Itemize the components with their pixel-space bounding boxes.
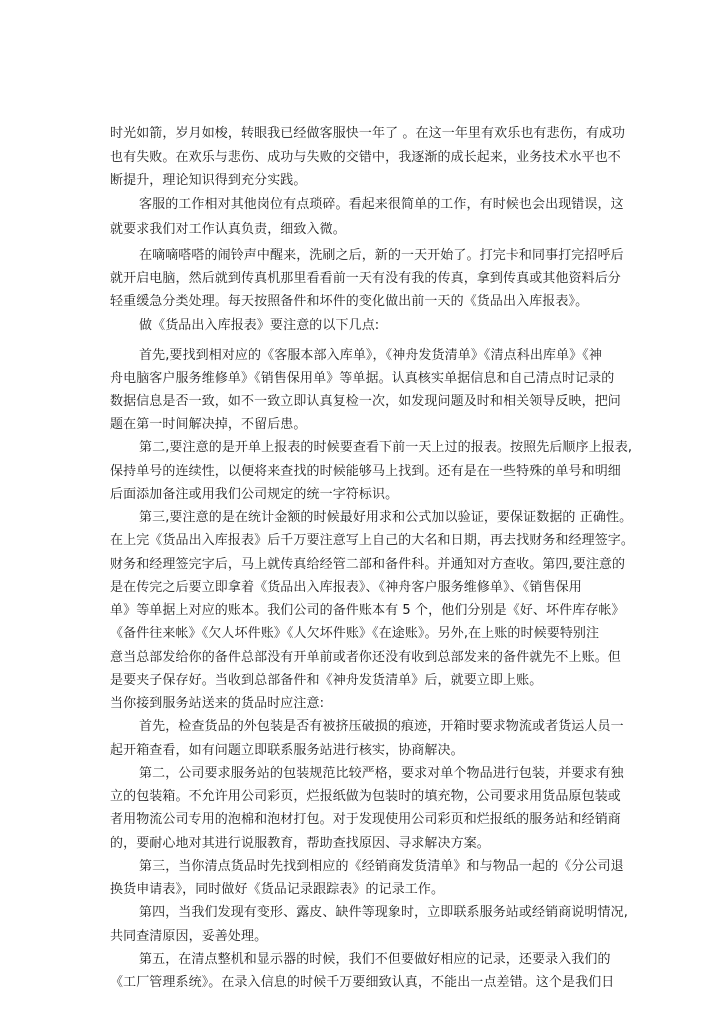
text-line: 数据信息是否一致，如不一致立即认真复检一次，如发现问题及时和相关领导反映，把问	[110, 394, 621, 409]
text-line: 《工厂管理系统》。在录入信息的时候千万要细致认真，不能出一点差错。这个是我们日	[110, 975, 615, 990]
text-line: 首先，检查货品的外包装是否有被挤压破损的痕迹，开箱时要求物流或者货运人员一	[139, 719, 624, 734]
text-line: 第二,要注意的是开单上报表的时候要查看下前一天上过的报表。按照先后顺序上报表,	[139, 440, 633, 455]
text-line: 首先,要找到相对应的《客服本部入库单》，《神舟发货清单》《清点科出库单》《神	[139, 348, 602, 363]
text-line: 第三,要注意的是在统计金额的时候最好用求和公式加以验证，要保证数据的 正确性。	[139, 510, 633, 525]
text-line: 共同查清原因，妥善处理。	[110, 929, 268, 944]
text-line: 者用物流公司专用的泡棉和泡材打包。对于发现使用公司彩页和烂报纸的服务站和经销商	[110, 812, 621, 827]
text-line: 当你接到服务站送来的货品时应注意:	[110, 696, 325, 711]
text-line: 客服的工作相对其他岗位有点琐碎。看起来很简单的工作，有时候也会出现错误，这	[139, 197, 624, 212]
text-line: 第二，公司要求服务站的包装规范比较严格，要求对单个物品进行包装，并要求有独	[139, 766, 624, 781]
text-line: 换货申请表》，同时做好《货品记录跟踪表》的记录工作。	[110, 882, 445, 897]
text-line: 在嘀嘀嗒嗒的闹铃声中醒来，洗刷之后，新的一天开始了。打完卡和同事打完招呼后	[139, 248, 624, 263]
text-line: 就开启电脑，然后就到传真机那里看看前一天有没有我的传真，拿到传真或其他资料后分	[110, 271, 621, 286]
text-line: 意当总部发给你的备件总部没有开单前或者你还没有收到总部发来的备件就先不上账。但	[110, 650, 621, 665]
text-line: 后面添加备注或用我们公司规定的统一字符标识。	[110, 487, 399, 502]
text-line: 立的包装箱。不允许用公司彩页，烂报纸做为包装时的填充物，公司要求用货品原包装或	[110, 789, 621, 804]
text-line: 时光如箭，岁月如梭，转眼我已经做客服快一年了 。在这一年里有欢乐也有悲伤，有成功	[110, 126, 626, 141]
text-line: 财务和经理签完字后，马上就传真给经管二部和备件科。并通知对方查收。第四,要注意的	[110, 557, 626, 572]
text-line: 在上完《货品出入库报表》后千万要注意写上自己的大名和日期，再去找财务和经理签字。	[110, 533, 635, 548]
text-line: 单》等单据上对应的账本。我们公司的备件账本有 5 个，他们分别是《好、坏件库存帐》	[110, 603, 625, 618]
text-line: 的，要耐心地对其进行说服教育，帮助查找原因、寻求解决方案。	[110, 836, 490, 851]
text-line: 就要求我们对工作认真负责，细致入微。	[110, 222, 346, 237]
text-line: 是在传完之后要立即拿着《货品出入库报表》、《神舟客户服务维修单》、《销售保用	[110, 580, 582, 595]
text-line: 舟电脑客户服务维修单》《销售保用单》等单据。认真核实单据信息和自己清点时记录的	[110, 371, 615, 386]
text-line: 是要夹子保存好。当收到总部备件和《神舟发货清单》后，就要立即上账。	[110, 673, 543, 688]
text-line: 起开箱查看，如有问题立即联系服务站进行核实，协商解决。	[110, 743, 464, 758]
text-line: 《备件往来帐》《欠人坏件账》《人欠坏件账》《在途账》。另外,在上账的时候要特别注	[110, 626, 600, 641]
text-line: 做《货品出入库报表》要注意的以下几点:	[139, 318, 380, 333]
text-line: 也有失败。在欢乐与悲伤、成功与失败的交错中，我逐渐的成长起来，业务技术水平也不	[110, 150, 621, 165]
text-line: 保持单号的连续性，以便将来查找的时候能够马上找到。还有是在一些特殊的单号和明细	[110, 464, 621, 479]
text-line: 第四，当我们发现有变形、露皮、缺件等现象时，立即联系服务站或经销商说明情况,	[139, 905, 628, 920]
text-line: 断提升，理论知识得到充分实践。	[110, 173, 307, 188]
text-line: 轻重缓急分类处理。每天按照备件和坏件的变化做出前一天的《货品出入库报表》。	[110, 294, 589, 309]
text-line: 题在第一时间解决掉，不留后患。	[110, 417, 307, 432]
text-line: 第三，当你清点货品时先找到相应的《经销商发货清单》和与物品一起的《分公司退	[139, 859, 624, 874]
text-line: 第五，在清点整机和显示器的时候，我们不但要做好相应的记录，还要录入我们的	[139, 952, 611, 967]
